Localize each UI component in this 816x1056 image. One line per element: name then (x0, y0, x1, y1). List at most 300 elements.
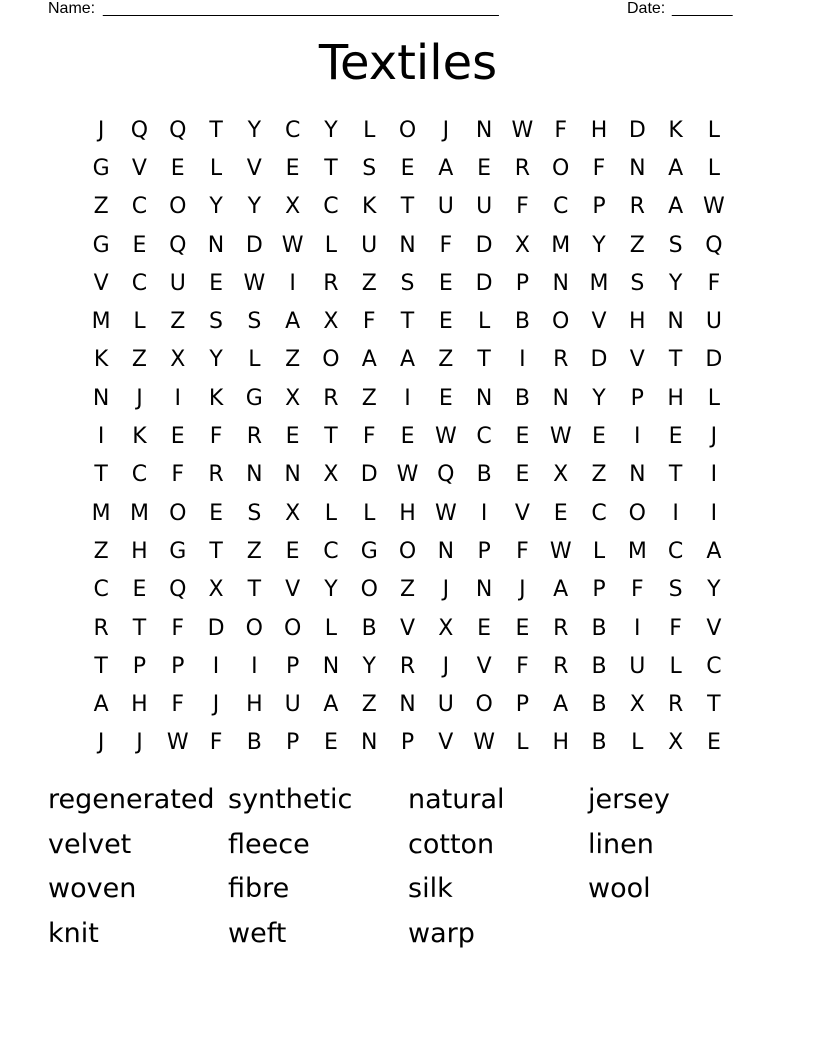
grid-letter[interactable]: B (591, 730, 607, 756)
name-label: Name: (48, 0, 96, 17)
grid-letter[interactable]: M (589, 270, 609, 296)
grid-letter[interactable]: O (322, 347, 340, 373)
grid-letter[interactable]: I (212, 653, 220, 679)
grid-letter[interactable]: V (706, 615, 722, 641)
grid-letter[interactable]: S (668, 577, 683, 603)
grid-letter[interactable]: V (514, 500, 530, 526)
grid-letter[interactable]: Z (629, 232, 645, 258)
grid-letter[interactable]: F (630, 577, 644, 603)
grid-letter[interactable]: E (592, 424, 606, 450)
grid-letter[interactable]: V (93, 270, 109, 296)
grid-letter[interactable]: D (628, 117, 646, 143)
grid-letter[interactable]: Y (209, 194, 223, 220)
grid-letter[interactable]: V (591, 309, 607, 335)
grid-letter[interactable]: C (667, 538, 684, 564)
grid-letter[interactable]: U (705, 309, 722, 335)
grid-letter[interactable]: A (706, 538, 722, 564)
grid-letter[interactable]: A (323, 692, 339, 718)
grid-letter[interactable]: B (591, 692, 607, 718)
grid-letter[interactable]: Z (93, 538, 109, 564)
grid-letter[interactable]: P (285, 730, 300, 756)
grid-letter[interactable]: W (166, 730, 189, 756)
grid-letter[interactable]: T (324, 155, 338, 181)
grid-letter[interactable]: Z (131, 347, 147, 373)
grid-letter[interactable]: P (400, 730, 415, 756)
grid-letter[interactable]: W (549, 424, 572, 450)
letter-grid (82, 111, 733, 762)
grid-letter[interactable]: E (285, 155, 300, 181)
grid-letter[interactable]: R (514, 155, 531, 181)
grid-letter[interactable]: Y (362, 653, 376, 679)
grid-letter[interactable]: P (285, 653, 300, 679)
grid-letter[interactable]: N (360, 730, 378, 756)
grid-letter[interactable]: P (132, 653, 147, 679)
grid-letter[interactable]: D (590, 347, 608, 373)
grid-letter[interactable]: L (592, 538, 606, 564)
grid-letter[interactable]: T (400, 309, 415, 335)
grid-letter[interactable]: X (668, 730, 684, 756)
grid-letter[interactable]: G (169, 538, 187, 564)
grid-letter[interactable]: L (477, 309, 491, 335)
grid-letter[interactable]: S (209, 309, 224, 335)
grid-letter[interactable]: L (363, 117, 376, 143)
grid-letter[interactable]: B (361, 615, 377, 641)
grid-letter[interactable]: A (438, 155, 454, 181)
grid-letter[interactable]: S (630, 270, 645, 296)
grid-letter[interactable]: K (93, 347, 109, 373)
grid-letter[interactable]: Q (169, 577, 187, 603)
grid-letter[interactable]: H (667, 385, 684, 411)
grid-letter[interactable]: F (362, 309, 376, 335)
grid-letter[interactable]: J (97, 117, 105, 143)
grid-letter[interactable]: Y (707, 577, 721, 603)
grid-letter[interactable]: V (285, 577, 301, 603)
grid-letter[interactable]: E (668, 424, 683, 450)
grid-letter[interactable]: X (629, 692, 645, 718)
grid-letter[interactable]: L (363, 500, 376, 526)
grid-letter[interactable]: N (207, 232, 225, 258)
grid-letter[interactable]: V (629, 347, 645, 373)
grid-letter[interactable]: N (552, 385, 569, 411)
grid-letter[interactable]: V (399, 615, 416, 641)
grid-letter[interactable]: I (672, 500, 679, 526)
grid-letter[interactable]: X (285, 194, 301, 220)
grid-letter[interactable]: N (322, 653, 340, 679)
grid-letter[interactable]: C (706, 653, 722, 679)
grid-letter[interactable]: Z (93, 194, 109, 220)
grid-letter[interactable]: E (209, 270, 223, 296)
grid-letter[interactable]: J (442, 577, 450, 603)
grid-letter[interactable]: P (515, 692, 530, 718)
grid-letter[interactable]: W (396, 462, 419, 488)
word-list (48, 778, 768, 956)
grid-letter[interactable]: T (209, 117, 223, 143)
grid-letter[interactable]: H (131, 538, 148, 564)
grid-letter[interactable]: W (549, 538, 572, 564)
grid-letter[interactable]: V (131, 155, 147, 181)
grid-letter[interactable]: Z (399, 577, 416, 603)
grid-letter[interactable]: I (97, 424, 105, 450)
grid-letter[interactable]: R (667, 692, 684, 718)
grid-letter[interactable]: R (629, 194, 645, 220)
grid-letter[interactable]: D (475, 232, 493, 258)
grid-letter[interactable]: R (553, 347, 569, 373)
grid-letter[interactable]: H (629, 309, 646, 335)
grid-letter[interactable]: W (511, 117, 534, 143)
grid-letter[interactable]: L (631, 730, 644, 756)
grid-letter[interactable]: E (170, 155, 185, 181)
grid-letter[interactable]: N (475, 385, 493, 411)
grid-letter[interactable]: W (473, 730, 495, 756)
grid-letter[interactable]: G (92, 232, 110, 258)
grid-letter[interactable]: E (515, 615, 530, 641)
grid-letter[interactable]: Y (592, 385, 606, 411)
grid-letter[interactable]: Z (591, 462, 607, 488)
grid-letter[interactable]: L (669, 653, 682, 679)
grid-letter[interactable]: C (476, 424, 492, 450)
grid-letter[interactable]: C (131, 462, 148, 488)
grid-letter[interactable]: E (400, 424, 415, 450)
grid-letter[interactable]: M (129, 500, 149, 526)
grid-letter[interactable]: E (477, 615, 492, 641)
grid-letter[interactable]: E (515, 462, 530, 488)
grid-letter[interactable]: E (706, 730, 721, 756)
grid-letter[interactable]: F (592, 155, 606, 181)
grid-letter[interactable]: A (668, 194, 684, 220)
grid-letter[interactable]: P (592, 194, 606, 220)
grid-letter[interactable]: T (668, 347, 683, 373)
grid-letter[interactable]: O (552, 155, 570, 181)
grid-letter[interactable]: K (668, 117, 683, 143)
grid-letter[interactable]: E (209, 500, 223, 526)
grid-letter[interactable]: C (131, 270, 148, 296)
grid-letter[interactable]: H (399, 500, 416, 526)
grid-letter[interactable]: E (285, 538, 300, 564)
grid-letter[interactable]: E (515, 424, 530, 450)
grid-letter[interactable]: W (281, 232, 304, 258)
grid-letter[interactable]: W (703, 194, 725, 220)
grid-letter[interactable]: N (475, 577, 493, 603)
grid-letter[interactable]: F (171, 462, 185, 488)
grid-letter[interactable]: A (285, 309, 301, 335)
grid-letter[interactable]: I (710, 462, 718, 488)
grid-letter[interactable]: N (92, 385, 110, 411)
grid-letter[interactable]: L (324, 232, 338, 258)
grid-letter[interactable]: Y (324, 117, 338, 143)
grid-letter[interactable]: Y (668, 270, 683, 296)
grid-letter[interactable]: L (707, 117, 721, 143)
grid-letter[interactable]: Q (437, 462, 455, 488)
grid-letter[interactable]: L (707, 385, 721, 411)
grid-letter[interactable]: I (251, 653, 258, 679)
grid-letter[interactable]: F (554, 117, 568, 143)
grid-letter[interactable]: I (710, 500, 718, 526)
grid-letter[interactable]: G (360, 538, 378, 564)
grid-letter[interactable]: T (132, 615, 147, 641)
grid-letter[interactable]: F (439, 232, 453, 258)
grid-letter[interactable]: Y (247, 194, 262, 220)
grid-letter[interactable]: B (246, 730, 262, 756)
date-field[interactable]: _______ (672, 0, 733, 17)
grid-letter[interactable]: K (132, 424, 147, 450)
grid-letter[interactable]: R (399, 653, 416, 679)
grid-letter[interactable]: D (360, 462, 378, 488)
word-list-item: regenerated (48, 784, 215, 815)
grid-letter[interactable]: J (519, 577, 526, 603)
grid-letter[interactable]: X (285, 500, 301, 526)
grid-letter[interactable]: E (400, 155, 415, 181)
grid-letter[interactable]: Z (438, 347, 454, 373)
grid-letter[interactable]: F (209, 424, 223, 450)
grid-letter[interactable]: T (324, 424, 338, 450)
grid-letter[interactable]: U (629, 653, 646, 679)
grid-letter[interactable]: H (552, 730, 569, 756)
grid-letter[interactable]: K (362, 194, 377, 220)
grid-letter[interactable]: C (131, 194, 148, 220)
grid-letter[interactable]: P (515, 270, 530, 296)
grid-letter[interactable]: L (516, 730, 529, 756)
grid-letter[interactable]: F (669, 615, 682, 641)
grid-letter[interactable]: Y (324, 577, 338, 603)
grid-letter[interactable]: L (707, 155, 721, 181)
grid-letter[interactable]: C (591, 500, 607, 526)
grid-letter[interactable]: T (94, 462, 108, 488)
grid-letter[interactable]: X (323, 309, 339, 335)
grid-letter[interactable]: A (361, 347, 377, 373)
grid-letter[interactable]: O (628, 500, 646, 526)
grid-letter[interactable]: C (553, 194, 569, 220)
grid-letter[interactable]: A (553, 692, 569, 718)
grid-letter[interactable]: P (592, 577, 606, 603)
grid-letter[interactable]: L (133, 309, 146, 335)
grid-letter[interactable]: W (434, 500, 457, 526)
grid-letter[interactable]: B (514, 385, 530, 411)
grid-letter[interactable]: A (399, 347, 416, 373)
grid-letter[interactable]: T (94, 653, 108, 679)
grid-letter[interactable]: N (399, 232, 416, 258)
grid-letter[interactable]: N (629, 462, 646, 488)
grid-letter[interactable]: W (243, 270, 266, 296)
word-list-item: wool (588, 873, 651, 904)
name-field[interactable]: ______________________________________________ (103, 0, 499, 17)
grid-letter[interactable]: M (627, 538, 647, 564)
grid-letter[interactable]: E (477, 155, 492, 181)
grid-letter[interactable]: I (634, 615, 641, 641)
grid-letter[interactable]: S (247, 309, 262, 335)
grid-letter[interactable]: N (437, 538, 455, 564)
grid-letter[interactable]: I (174, 385, 181, 411)
grid-letter[interactable]: L (324, 615, 338, 641)
grid-letter[interactable]: Z (285, 347, 301, 373)
grid-letter[interactable]: U (476, 194, 493, 220)
grid-letter[interactable]: J (136, 385, 143, 411)
grid-letter[interactable]: U (361, 232, 378, 258)
grid-letter[interactable]: A (553, 577, 569, 603)
grid-letter[interactable]: A (93, 692, 109, 718)
grid-letter[interactable]: F (516, 653, 529, 679)
grid-letter[interactable]: J (442, 117, 450, 143)
grid-letter[interactable]: J (212, 692, 220, 718)
grid-letter[interactable]: T (668, 462, 683, 488)
grid-letter[interactable]: F (516, 194, 529, 220)
grid-letter[interactable]: D (245, 232, 263, 258)
grid-letter[interactable]: I (404, 385, 411, 411)
grid-letter[interactable]: F (171, 615, 185, 641)
grid-letter[interactable]: C (323, 538, 339, 564)
grid-letter[interactable]: E (170, 424, 185, 450)
grid-letter[interactable]: G (245, 385, 263, 411)
grid-letter[interactable]: U (437, 692, 454, 718)
grid-letter[interactable]: R (323, 385, 339, 411)
grid-letter[interactable]: M (91, 500, 111, 526)
grid-letter[interactable]: X (438, 615, 454, 641)
grid-letter[interactable]: M (91, 309, 111, 335)
grid-letter[interactable]: Q (705, 232, 723, 258)
grid-letter[interactable]: X (285, 385, 301, 411)
grid-letter[interactable]: H (246, 692, 263, 718)
grid-letter[interactable]: R (553, 615, 569, 641)
grid-letter[interactable]: E (132, 577, 147, 603)
grid-letter[interactable]: I (480, 500, 488, 526)
grid-letter[interactable]: P (171, 653, 185, 679)
grid-letter[interactable]: K (208, 385, 224, 411)
grid-letter[interactable]: B (514, 309, 530, 335)
grid-letter[interactable]: S (400, 270, 415, 296)
grid-letter[interactable]: Z (170, 309, 186, 335)
grid-letter[interactable]: Y (247, 117, 262, 143)
word-list-item: velvet (48, 828, 132, 860)
grid-letter[interactable]: O (475, 692, 493, 718)
word-list-item: weft (228, 917, 287, 949)
grid-letter[interactable]: V (246, 155, 262, 181)
grid-letter[interactable]: U (437, 194, 454, 220)
grid-letter[interactable]: O (398, 538, 417, 564)
grid-letter[interactable]: J (136, 730, 143, 756)
grid-letter[interactable]: P (477, 538, 491, 564)
grid-letter[interactable]: J (97, 730, 105, 756)
grid-letter[interactable]: M (551, 232, 571, 258)
grid-letter[interactable]: N (246, 462, 263, 488)
grid-letter[interactable]: X (514, 232, 530, 258)
grid-letter[interactable]: Z (246, 538, 262, 564)
grid-letter[interactable]: R (553, 653, 569, 679)
grid-letter[interactable]: H (131, 692, 148, 718)
grid-letter[interactable]: U (284, 692, 301, 718)
grid-letter[interactable]: V (438, 730, 454, 756)
grid-letter[interactable]: F (707, 270, 721, 296)
grid-letter[interactable]: X (323, 462, 339, 488)
grid-letter[interactable]: F (209, 730, 223, 756)
grid-letter[interactable]: R (323, 270, 339, 296)
grid-letter[interactable]: O (360, 577, 378, 603)
grid-letter[interactable]: E (438, 309, 453, 335)
grid-letter[interactable]: J (442, 653, 450, 679)
grid-letter[interactable]: E (438, 385, 453, 411)
grid-letter[interactable]: I (519, 347, 526, 373)
grid-letter[interactable]: Y (592, 232, 606, 258)
grid-letter[interactable]: T (247, 577, 262, 603)
grid-letter[interactable]: I (289, 270, 296, 296)
grid-letter[interactable]: D (475, 270, 493, 296)
grid-letter[interactable]: N (552, 270, 569, 296)
grid-letter[interactable]: X (208, 577, 224, 603)
grid-letter[interactable]: D (705, 347, 723, 373)
grid-letter[interactable]: T (400, 194, 415, 220)
grid-letter[interactable]: Q (169, 232, 187, 258)
grid-letter[interactable]: Q (169, 117, 187, 143)
grid-letter[interactable]: J (710, 424, 718, 450)
grid-letter[interactable]: G (92, 155, 110, 181)
grid-letter[interactable]: T (477, 347, 491, 373)
grid-letter[interactable]: C (284, 117, 301, 143)
grid-letter[interactable]: O (169, 500, 187, 526)
grid-letter[interactable]: U (169, 270, 186, 296)
grid-letter[interactable]: Q (130, 117, 149, 143)
grid-letter[interactable]: F (171, 692, 185, 718)
grid-letter[interactable]: R (208, 462, 224, 488)
grid-letter[interactable]: B (591, 653, 607, 679)
grid-letter[interactable]: R (93, 615, 109, 641)
grid-letter[interactable]: L (324, 500, 338, 526)
grid-letter[interactable]: R (246, 424, 262, 450)
grid-letter[interactable]: B (591, 615, 607, 641)
grid-letter[interactable]: O (245, 615, 263, 641)
grid-letter[interactable]: L (248, 347, 261, 373)
grid-letter[interactable]: E (553, 500, 568, 526)
grid-letter[interactable]: E (132, 232, 147, 258)
grid-letter[interactable]: H (590, 117, 608, 143)
grid-letter[interactable]: Y (209, 347, 223, 373)
grid-letter[interactable]: I (634, 424, 641, 450)
word-list-item: fibre (228, 873, 290, 904)
grid-letter[interactable]: N (284, 462, 301, 488)
grid-letter[interactable]: N (629, 155, 646, 181)
grid-letter[interactable]: V (476, 653, 492, 679)
grid-letter[interactable]: E (438, 270, 453, 296)
grid-letter[interactable]: S (362, 155, 377, 181)
grid-letter[interactable]: O (398, 117, 417, 143)
grid-letter[interactable]: L (209, 155, 223, 181)
grid-letter[interactable]: Z (361, 270, 377, 296)
grid-letter[interactable]: P (630, 385, 644, 411)
grid-letter[interactable]: T (707, 692, 721, 718)
grid-letter[interactable]: E (285, 424, 300, 450)
grid-letter[interactable]: S (247, 500, 262, 526)
grid-letter[interactable]: B (476, 462, 492, 488)
grid-letter[interactable]: S (668, 232, 683, 258)
grid-letter[interactable]: F (516, 538, 529, 564)
grid-letter[interactable]: C (323, 194, 339, 220)
grid-letter[interactable]: A (668, 155, 684, 181)
grid-letter[interactable]: Z (361, 692, 377, 718)
grid-letter[interactable]: E (323, 730, 338, 756)
grid-letter[interactable]: O (283, 615, 302, 641)
grid-letter[interactable]: N (667, 309, 684, 335)
grid-letter[interactable]: O (552, 309, 570, 335)
grid-letter[interactable]: F (362, 424, 376, 450)
grid-letter[interactable]: D (207, 615, 225, 641)
grid-letter[interactable]: N (399, 692, 416, 718)
grid-letter[interactable]: X (170, 347, 186, 373)
grid-letter[interactable]: W (434, 424, 457, 450)
grid-letter[interactable]: Z (361, 385, 377, 411)
grid-letter[interactable]: O (169, 194, 187, 220)
grid-letter[interactable]: C (93, 577, 109, 603)
word-list-item: jersey (588, 784, 670, 815)
grid-letter[interactable]: X (553, 462, 569, 488)
grid-letter[interactable]: N (475, 117, 493, 143)
grid-letter[interactable]: T (209, 538, 223, 564)
